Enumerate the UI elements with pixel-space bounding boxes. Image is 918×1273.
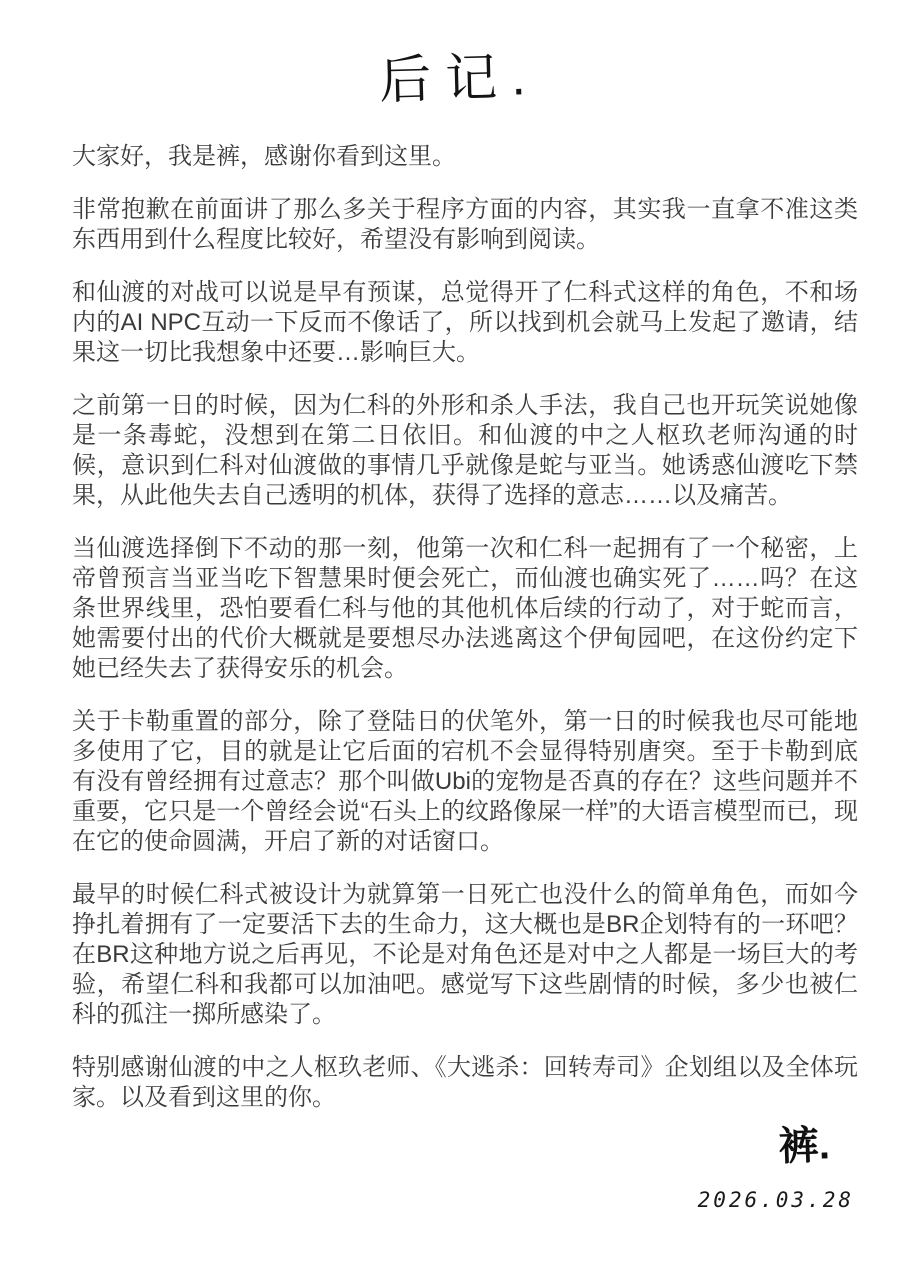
paragraph-kale-reset: 关于卡勒重置的部分，除了登陆日的伏笔外，第一日的时候我也尽可能地多使用了它，目的就是让它后面的宕机不会显得特别唐突。至于卡勒到底有没有曾经拥有过意志？那个叫做Ubi的宠物是否真的存在？这些问题并不重要，它只是一个曾经会说“石头上的纹路像屎一样”的大语言模型而已，现在它的使命圆满，开启了新的对话窗口。 <box>72 708 858 855</box>
paragraph-thanks: 特别感谢仙渡的中之人枢玖老师、《大逃杀：回转寿司》企划组以及全体玩家。以及看到这里的你。 <box>72 1054 858 1111</box>
paragraph-secret: 当仙渡选择倒下不动的那一刻，他第一次和仁科一起拥有了一个秘密，上帝曾预言当亚当吃下智慧果时便会死亡，而仙渡也确实死了……吗？在这条世界线里，恐怕要看仁科与他的其他机体后续的行动了，对于蛇而言，她需要付出的代价大概就是要想尽办法逃离这个伊甸园吧，在这份约定下她已经失去了获得安乐的机会。 <box>72 535 858 682</box>
body-text <box>72 142 858 1113</box>
paragraph-greeting: 大家好，我是裤，感谢你看到这里。 <box>72 143 456 170</box>
paragraph-apology: 非常抱歉在前面讲了那么多关于程序方面的内容，其实我一直拿不准这类东西用到什么程度比较好，希望没有影响到阅读。 <box>72 196 858 253</box>
paragraph-character-design: 最早的时候仁科式被设计为就算第一日死亡也没什么的简单角色，而如今挣扎着拥有了一定要活下去的生命力，这大概也是BR企划特有的一环吧？在BR这种地方说之后再见，不论是对角色还是对中之人都是一场巨大的考验，希望仁科和我都可以加油吧。感觉写下这些剧情的时候，多少也被仁科的孤注一掷所感染了。 <box>72 881 858 1028</box>
paragraph-snake: 之前第一日的时候，因为仁科的外形和杀人手法，我自己也开玩笑说她像是一条毒蛇，没想到在第二日依旧。和仙渡的中之人枢玖老师沟通的时候，意识到仁科对仙渡做的事情几乎就像是蛇与亚当。她诱惑仙渡吃下禁果，从此他失去自己透明的机体，获得了选择的意志……以及痛苦。 <box>72 392 858 509</box>
page-title: 后记. <box>378 47 541 111</box>
signature-date: 2026.03.28 <box>697 1188 854 1212</box>
author-signature: 裤. <box>777 1123 831 1170</box>
signature-block <box>72 1123 858 1212</box>
paragraph-battle: 和仙渡的对战可以说是早有预谋，总觉得开了仁科式这样的角色，不和场内的AI NPC互动一下反而不像话了，所以找到机会就马上发起了邀请，结果这一切比我想象中还要…影响巨大。 <box>72 279 858 366</box>
